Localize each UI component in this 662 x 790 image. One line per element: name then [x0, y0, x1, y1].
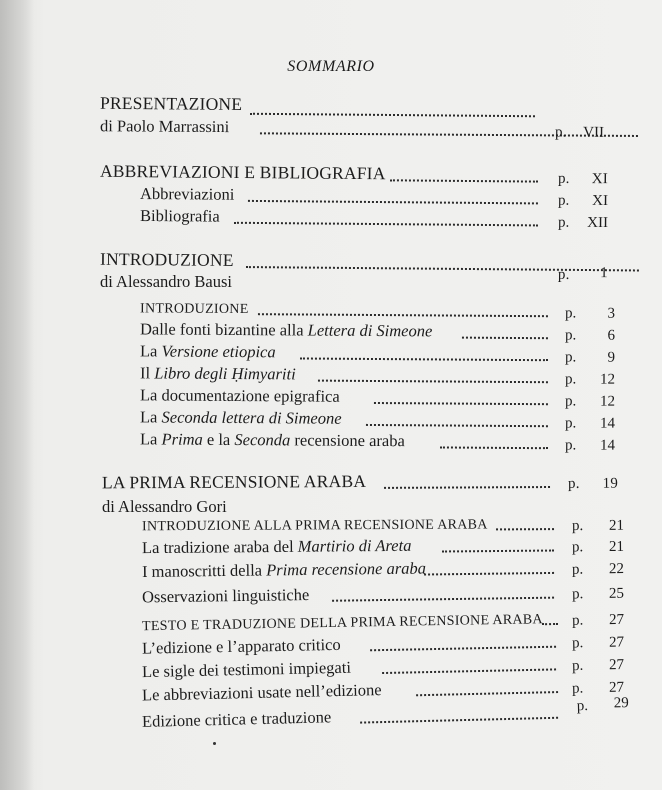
toc-item — [142, 556, 627, 584]
toc-item-label: L’edizione e l’apparato critico — [141, 634, 341, 658]
toc-author-row — [100, 116, 610, 142]
toc-item — [139, 319, 616, 344]
toc-item-label: Bibliografia — [139, 205, 220, 226]
toc-item-label — [142, 558, 426, 581]
toc-item — [139, 407, 616, 432]
toc-item-label — [140, 363, 296, 384]
toc-item-label: Osservazioni linguistiche — [141, 585, 310, 607]
dot-leader — [374, 402, 548, 405]
print-speck — [213, 742, 216, 745]
toc-heading-label: ABBREVIAZIONI E BIBLIOGRAFIA — [99, 160, 386, 184]
dot-leader — [318, 380, 548, 384]
page-number: 14 — [599, 415, 616, 432]
page-number: XI — [592, 192, 609, 210]
toc-heading-prima-recensione — [102, 471, 622, 496]
page-number: 21 — [608, 517, 625, 534]
label-text: La — [139, 407, 162, 427]
toc-item-label: INTRODUZIONE ALLA PRIMA RECENSIONE ARABA — [141, 517, 488, 535]
page-prefix: p. — [571, 612, 584, 629]
dot-leader — [384, 486, 550, 489]
toc-item-label: TESTO E TRADUZIONE DELLA PRIMA RECENSIONE ARABA — [141, 612, 544, 635]
dot-leader — [366, 424, 548, 427]
toc-item — [139, 385, 616, 410]
toc-item — [139, 363, 616, 388]
page-title: SOMMARIO — [287, 58, 375, 75]
toc-item-label: Le abbreviazioni usate nell’edizione — [141, 680, 382, 705]
toc-item — [139, 341, 616, 366]
page-number: 3 — [607, 305, 616, 322]
dot-leader — [390, 179, 538, 182]
page-prefix: p. — [567, 475, 580, 492]
page-number: 9 — [607, 349, 616, 366]
page-prefix: p. — [557, 192, 570, 209]
page-number: 27 — [608, 656, 625, 674]
page-number: 22 — [608, 561, 625, 578]
dot-leader — [370, 646, 556, 652]
toc-heading-label: INTRODUZIONE — [99, 248, 234, 270]
page-prefix: p. — [564, 327, 577, 344]
label-text: recensione araba — [290, 430, 405, 451]
page-number: XII — [587, 214, 609, 232]
page-prefix: p. — [571, 539, 584, 556]
page-number: XI — [591, 171, 609, 188]
page-number: 12 — [599, 371, 616, 388]
label-text: Dalle fonti bizantine alla — [139, 319, 308, 340]
page-prefix: p. — [571, 517, 584, 535]
toc-item — [142, 581, 627, 610]
toc-item-label — [140, 341, 276, 362]
label-italic: Lettera di Simeone — [307, 320, 433, 341]
page-prefix: p. — [557, 170, 570, 187]
toc-item-label — [140, 319, 432, 341]
page-prefix: p. — [571, 657, 584, 675]
dot-leader — [442, 550, 554, 553]
dot-leader — [462, 337, 548, 340]
dot-leader — [542, 623, 558, 625]
book-spine-shadow — [0, 0, 34, 790]
label-text: La — [139, 341, 162, 361]
label-text: e la — [202, 429, 235, 450]
toc-item-label: La documentazione epigrafica — [139, 385, 340, 406]
dot-leader — [300, 357, 548, 361]
label-italic: Libro degli Ḥimyariti — [154, 363, 296, 384]
page-prefix: p. — [571, 635, 584, 652]
toc-item-label: Abbreviazioni — [139, 183, 235, 204]
page-prefix: p. — [571, 586, 584, 603]
dot-leader — [440, 446, 548, 449]
dot-leader — [332, 597, 554, 602]
label-italic: Prima recensione araba — [266, 558, 427, 580]
label-text: La tradizione araba del — [141, 536, 298, 558]
toc-item-label — [140, 429, 405, 451]
label-italic: Seconda — [234, 430, 291, 450]
toc-item — [139, 297, 616, 322]
toc-author: di Alessandro Bausi — [100, 272, 232, 291]
page-number: 14 — [599, 437, 616, 454]
page-prefix: p. — [571, 680, 584, 697]
page-prefix: p. — [564, 371, 577, 388]
page-prefix: p. — [564, 349, 577, 366]
page-prefix: p. — [564, 305, 577, 322]
page-number: 1 — [600, 265, 608, 282]
dot-leader — [360, 717, 558, 724]
toc-heading-label: LA PRIMA RECENSIONE ARABA — [101, 470, 367, 493]
page-prefix: p. — [576, 698, 589, 715]
dot-leader — [416, 691, 558, 696]
toc-item-label: Le sigle dei testimoni impiegati — [141, 657, 352, 682]
toc-item — [139, 429, 616, 454]
page-prefix: p. — [557, 266, 570, 283]
page-number: VII — [583, 124, 605, 141]
label-text: Il — [139, 363, 155, 383]
page-number: 29 — [613, 695, 629, 712]
page-number: 25 — [608, 585, 625, 602]
page-prefix: p. — [554, 124, 567, 141]
dot-leader — [382, 668, 556, 674]
dot-leader — [424, 572, 554, 576]
toc-item-label — [140, 407, 342, 428]
label-text: La — [139, 429, 162, 449]
toc-heading-label: PRESENTAZIONE — [99, 92, 243, 115]
page-prefix: p. — [564, 415, 577, 432]
page-prefix: p. — [571, 561, 584, 578]
page-number: 21 — [608, 538, 625, 556]
page-prefix: p. — [557, 214, 570, 231]
dot-leader — [248, 200, 538, 205]
dot-leader — [496, 528, 554, 530]
page-prefix: p. — [564, 437, 577, 454]
toc-item-label: INTRODUZIONE — [139, 301, 249, 318]
dot-leader — [258, 313, 548, 317]
page-prefix: p. — [564, 393, 577, 410]
toc-item-label — [142, 536, 412, 558]
label-italic: Prima — [161, 429, 203, 449]
page-number: 19 — [602, 475, 619, 492]
page-number: 27 — [608, 611, 625, 629]
page-number: 27 — [608, 679, 625, 696]
page-number: 6 — [607, 327, 616, 344]
label-italic: Versione etiopica — [161, 341, 276, 362]
page-number: 27 — [608, 634, 625, 651]
toc-item-label: Edizione critica e traduzione — [141, 707, 332, 731]
toc-author: di Paolo Marrassini — [99, 116, 230, 137]
label-italic: Seconda lettera di Simeone — [161, 407, 342, 428]
toc-author: di Alessandro Gori — [102, 497, 227, 516]
page-number: 12 — [599, 393, 616, 410]
toc-item — [140, 206, 610, 232]
label-text: I manoscritti della — [141, 560, 267, 581]
dot-leader — [234, 222, 538, 227]
label-italic: Martirio di Areta — [297, 535, 412, 556]
